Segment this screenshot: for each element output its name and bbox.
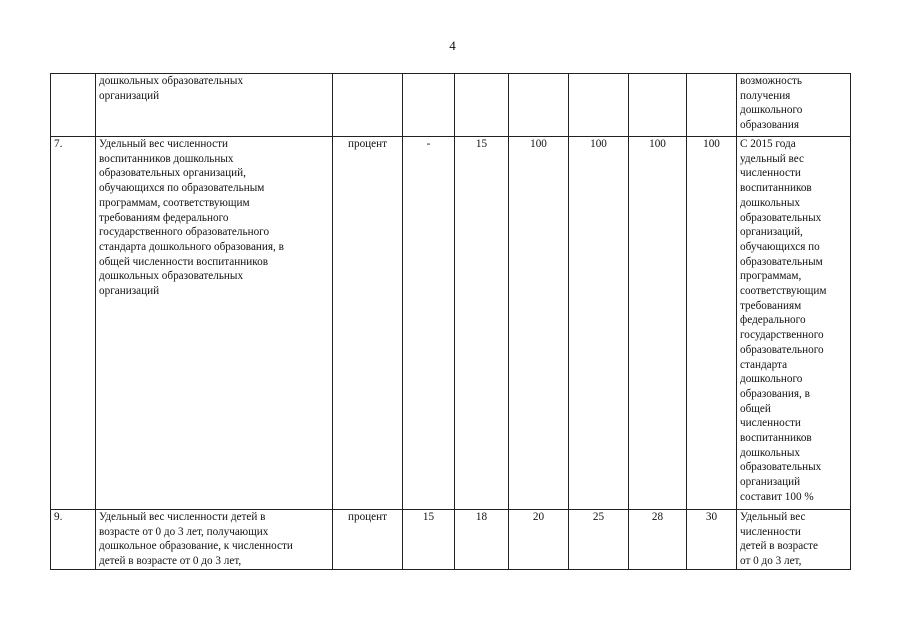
value-cell: 25 bbox=[569, 510, 629, 570]
note-cell bbox=[737, 510, 851, 570]
note-cell bbox=[737, 137, 851, 510]
value-cell bbox=[687, 74, 737, 137]
table-row-continuation bbox=[51, 74, 851, 137]
value-cell bbox=[629, 74, 687, 137]
value-cell: 100 bbox=[569, 137, 629, 510]
unit-cell: процент bbox=[333, 510, 403, 570]
value-cell: 100 bbox=[509, 137, 569, 510]
indicators-table bbox=[50, 73, 851, 570]
row-number: 7. bbox=[51, 137, 96, 510]
row-number: 9. bbox=[51, 510, 96, 570]
unit-cell: процент bbox=[333, 137, 403, 510]
indicator-cell bbox=[96, 510, 333, 570]
value-cell bbox=[403, 74, 455, 137]
note-cell bbox=[737, 74, 851, 137]
value-cell: 100 bbox=[629, 137, 687, 510]
value-cell bbox=[455, 74, 509, 137]
value-cell: 15 bbox=[403, 510, 455, 570]
value-cell: 15 bbox=[455, 137, 509, 510]
note-text: Удельный вес численности детей в возрасте от 0 до 3 лет, bbox=[740, 511, 818, 568]
value-cell: 20 bbox=[509, 510, 569, 570]
value-cell: 18 bbox=[455, 510, 509, 570]
row-number bbox=[51, 74, 96, 137]
table-row-7 bbox=[51, 137, 851, 510]
indicator-text: Удельный вес численности детей в возрасте от 0 до 3 лет, получающих дошкольное образование, к численности детей в возрасте от 0 до 3 лет, bbox=[99, 511, 293, 568]
indicator-cell bbox=[96, 74, 333, 137]
indicator-text: дошкольных образовательных организаций bbox=[99, 75, 244, 102]
unit-cell bbox=[333, 74, 403, 137]
value-cell bbox=[569, 74, 629, 137]
value-cell: 100 bbox=[687, 137, 737, 510]
value-cell: - bbox=[403, 137, 455, 510]
note-text: возможность получения дошкольного образования bbox=[740, 75, 803, 132]
note-text: С 2015 года удельный вес численности воспитанников дошкольных образовательных организаций, обучающихся по образовательным программам, соответствующим требованиям федерального государственного образовательного стандарта дошкольного образования, в общей численности воспитанников дошкольных образовательных организаций составит 100 % bbox=[740, 138, 827, 503]
value-cell bbox=[509, 74, 569, 137]
indicator-text: Удельный вес численности воспитанников дошкольных образовательных организаций, обучающихся по образовательным программам, соответствующим требованиям федерального государственного образовательного стандарта дошкольного образования, в общей численности воспитанников дошкольных образовательных организаций bbox=[99, 138, 284, 298]
value-cell: 28 bbox=[629, 510, 687, 570]
page-number: 4 bbox=[449, 38, 456, 53]
value-cell: 30 bbox=[687, 510, 737, 570]
indicator-cell bbox=[96, 137, 333, 510]
table-row-9 bbox=[51, 510, 851, 570]
